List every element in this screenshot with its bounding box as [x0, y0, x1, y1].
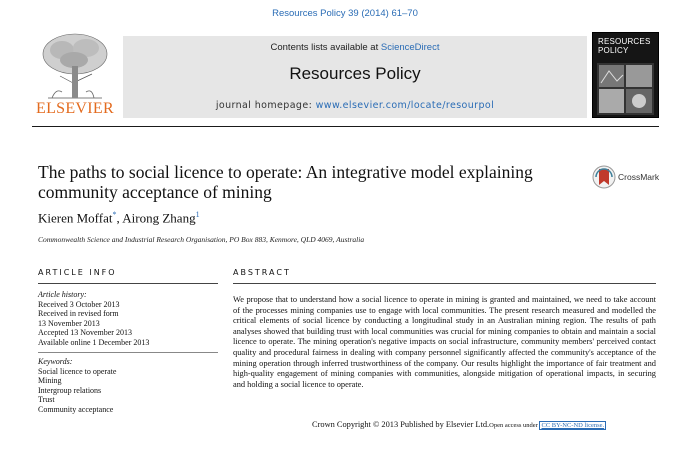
abstract-rule	[233, 283, 656, 284]
cover-image-icon	[597, 63, 654, 115]
article-title-line2: community acceptance of mining	[38, 182, 272, 202]
abstract-heading: ABSTRACT	[233, 268, 291, 277]
author-list	[38, 210, 200, 226]
keyword-item: Mining	[38, 376, 62, 385]
author-separator: ,	[116, 210, 123, 226]
crossmark-icon	[592, 164, 616, 190]
journal-masthead	[32, 30, 659, 120]
keyword-item: Intergroup relations	[38, 385, 102, 395]
history-item: Received 3 October 2013	[38, 299, 120, 309]
elsevier-logo	[32, 30, 118, 120]
cover-title	[598, 38, 650, 55]
article-info-heading: ARTICLE INFO	[38, 268, 117, 277]
keyword-item: Social licence to operate	[38, 366, 117, 376]
homepage-line	[123, 100, 587, 111]
masthead-rule	[32, 126, 659, 127]
elsevier-wordmark: ELSEVIER	[36, 100, 114, 117]
abstract-text: We propose that to understand how a social licence to operate in mining is granted and maintained, we need to take account of the processes mining companies use to engage with local communities. The present research measured and modelled the critical elements of social licence by conducting a longitudinal study in an Australian mining region. The results of path analyses showed that building trust with local communities was crucial for mining companies to obtain and maintain a social licence to operate. The mining operation's negative impacts on social infrastructure, community members' perceived contact quality and procedural fairness in dealing with company personnel significantly affected the community's acceptance of the mining operation through inferred trustworthiness of the company. Our results highlight the importance of fair treatment and high-quality engagement of mining companies with communities, alongside mitigation of operational impacts, in securing and holding a social licence to operate.	[233, 295, 656, 389]
keywords-label: Keywords:	[38, 357, 73, 366]
copyright-text: Crown Copyright © 2013 Published by Elsevier Ltd.	[312, 420, 490, 429]
history-item: 13 November 2013	[38, 318, 100, 328]
keyword-item: Community acceptance	[38, 404, 114, 414]
author-footnote-mark[interactable]: *	[112, 210, 117, 219]
contents-prefix: Contents lists available at	[270, 42, 381, 53]
history-label: Article history:	[38, 290, 87, 299]
cover-title-line2: POLICY	[598, 45, 629, 55]
journal-title: Resources Policy	[289, 64, 421, 83]
article-info-rule	[38, 283, 218, 284]
sciencedirect-link[interactable]: ScienceDirect	[380, 42, 440, 53]
history-item: Received in revised form	[38, 309, 119, 318]
author-name[interactable]: Airong Zhang	[122, 210, 196, 226]
elsevier-tree-icon	[36, 32, 114, 100]
crossmark-badge[interactable]	[592, 164, 672, 190]
journal-banner	[123, 36, 587, 118]
homepage-link[interactable]: www.elsevier.com/locate/resourpol	[315, 100, 495, 111]
history-item: Available online 1 December 2013	[38, 337, 150, 347]
article-info-panel	[38, 290, 218, 414]
journal-cover[interactable]	[592, 32, 659, 118]
journal-citation[interactable]: Resources Policy 39 (2014) 61–70	[272, 8, 418, 19]
copyright-line	[312, 420, 606, 429]
keyword-item: Trust	[38, 395, 55, 404]
cover-title-line1: RESOURCES	[598, 37, 651, 46]
open-access-text: Open access under	[489, 422, 540, 429]
homepage-prefix: journal homepage:	[215, 100, 316, 111]
info-divider	[38, 352, 218, 353]
history-item: Accepted 13 November 2013	[38, 328, 132, 337]
author-footnote-mark[interactable]: 1	[195, 210, 200, 219]
article-title-line1: The paths to social licence to operate: An integrative model explaining	[38, 162, 533, 182]
author-name[interactable]: Kieren Moffat	[38, 210, 113, 226]
crossmark-label: CrossMark	[618, 172, 660, 182]
article-title	[38, 162, 578, 202]
license-link[interactable]: CC BY-NC-ND license.	[541, 422, 605, 429]
contents-line	[123, 42, 587, 53]
author-affiliation: Commonwealth Science and Industrial Research Organisation, PO Box 883, Kenmore, QLD 4069, Australia	[38, 235, 365, 244]
